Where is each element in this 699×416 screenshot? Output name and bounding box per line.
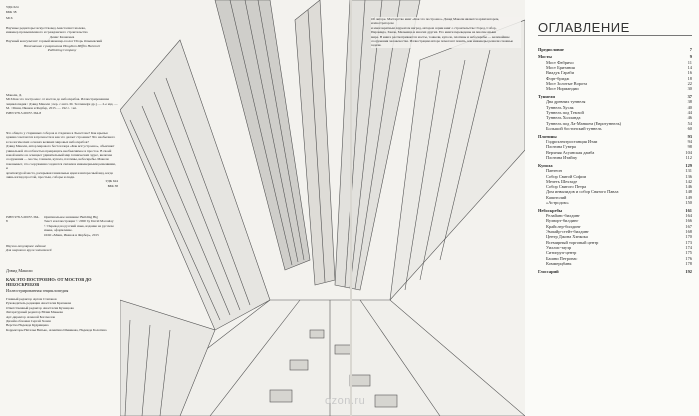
catalog-line: энциклопедия / Дэвид Маколи ; пер. с англ. М. Тесленко[и др.]. — 2-е изд. — bbox=[6, 101, 118, 106]
toc-entry-page: 176 bbox=[685, 255, 692, 261]
code-line: УДК 624 bbox=[6, 5, 19, 9]
toc-entry-label: Всемирный торговый центр bbox=[546, 239, 599, 245]
toc-entry-page: 40 bbox=[687, 104, 692, 110]
toc-entry-label: Крайслер-билдинг bbox=[546, 223, 581, 229]
toc-entry-page: 146 bbox=[685, 184, 692, 190]
skyscraper-sketch bbox=[120, 0, 525, 416]
toc-entry-page: 136 bbox=[685, 173, 692, 179]
toc-entry-label: Мосты bbox=[538, 54, 552, 60]
toc-entry-label: Мост Британия bbox=[546, 65, 575, 71]
abstract-line: Что общего у старинных соборов и стадиона в Хьюстоне? Как крылья bbox=[6, 131, 108, 135]
catalog-line: М. : Манн, Иванов и Фербер, 2015. — 192 с. : ил. bbox=[6, 106, 77, 111]
staff-line: Арт-директор Алексей Богомолов bbox=[6, 314, 56, 319]
toc-entry[interactable] bbox=[538, 86, 692, 91]
toc-entry-label: Релайанс-билдинг bbox=[546, 213, 581, 219]
toc-entry-page: 11 bbox=[687, 59, 692, 65]
toc-entry-page: 22 bbox=[687, 80, 692, 86]
toc-entry-label: Собор Святого Петра bbox=[546, 184, 587, 190]
catalog-line: М16 Как это построено: от мостов до небоскребов. Иллюстрированная bbox=[6, 97, 109, 102]
abstract-line: новой книге он освещает удивительный мир технических чудес, включая bbox=[6, 153, 112, 158]
toc-entry-label: Туннель под Темзой bbox=[546, 110, 584, 116]
isbn: ISBN 978-5-00057-364-8 bbox=[6, 215, 40, 224]
caption-line: сооружения человечества. Иллюстрации автора помогают понять, как инженеры решали сложные задачи. bbox=[371, 39, 513, 48]
toc-entry-label: Верхняя Асуанская дамба bbox=[546, 149, 595, 155]
genre-line: Научно-популярное издание bbox=[6, 244, 46, 248]
staff-line: Верстка Надежда Кудрявцева bbox=[6, 323, 49, 328]
cityscape-illustration bbox=[120, 0, 525, 416]
toc-entry-label: Ситигруп-центр bbox=[546, 250, 577, 256]
catalog-line: ISBN 978-5-00057-364-8 bbox=[6, 110, 42, 115]
toc-entry-label: Плотины bbox=[538, 133, 557, 139]
toc-entry-label: Уиллис-тауэр bbox=[546, 244, 572, 250]
toc-entry-page: 178 bbox=[685, 260, 692, 266]
toc-entry-page: 14 bbox=[687, 65, 692, 71]
toc-entry-label: Мост Фабричо bbox=[546, 59, 574, 65]
editors-block bbox=[6, 26, 118, 52]
code-line: ББК 38 bbox=[6, 10, 17, 15]
staff-line: Ответственный редактор Анастасия Кузнецова bbox=[6, 305, 74, 310]
toc-entry-page: 161 bbox=[685, 207, 692, 213]
abstract-line: здания сочетаются в прочности и как это делает строение? Что необычного bbox=[6, 135, 116, 140]
toc-entry-page: 173 bbox=[685, 239, 692, 245]
toc-entry-page: 166 bbox=[685, 218, 692, 224]
toc-entry-page: 192 bbox=[685, 268, 692, 274]
toc-list bbox=[538, 44, 692, 274]
toc-entry-label: Башни Петронас bbox=[546, 255, 578, 261]
caption-line: и многократным лауреатом наград, автором серии книг о строительстве: Город, Собор, bbox=[371, 25, 497, 30]
toc-entry-label: Мечеть Шехзаде bbox=[546, 178, 578, 184]
toc-entry-page: 30 bbox=[687, 86, 692, 92]
toc-entry-label: Гидроэлектростанция Итаи bbox=[546, 139, 598, 145]
imprint-page bbox=[0, 0, 120, 416]
toc-entry[interactable] bbox=[538, 261, 692, 266]
publisher-note: Напечатано с разрешения Houghton Mifflin Harcourt bbox=[23, 43, 101, 48]
toc-entry-page: 9 bbox=[689, 54, 692, 60]
staff-line: Дизайн обложки Сергей Хозин bbox=[6, 319, 51, 324]
abstract-block bbox=[6, 131, 118, 188]
toc-entry-label: Плотина Итайпу bbox=[546, 155, 578, 161]
staff-line: Главный редактор Артем Степанов bbox=[6, 297, 57, 301]
abstract-line: уникальной способностью превращать необъяснимое в простое. В своей bbox=[6, 148, 112, 153]
toc-entry-page: 16 bbox=[687, 70, 692, 76]
toc-entry-page: 131 bbox=[685, 168, 692, 174]
imprint-title: КАК ЭТО ПОСТРОЕНО: ОТ МОСТОВ ДО НЕБОСКРЕБОВ bbox=[6, 276, 92, 287]
toc-entry-label: Туннель под Ла-Маншем (Евротуннель) bbox=[546, 120, 622, 126]
toc-entry-page: 170 bbox=[685, 234, 692, 240]
toc-entry-page: 148 bbox=[685, 189, 692, 195]
toc-entry-label: Пантеон bbox=[546, 168, 562, 174]
toc-entry-page: 37 bbox=[687, 94, 692, 100]
toc-entry-label: Купола bbox=[538, 162, 553, 168]
genre-line: Для широкого круга читателей bbox=[6, 248, 52, 253]
toc-entry-page: 18 bbox=[687, 75, 692, 81]
caption-line: Пирамида, Замок, Мельница и многих других. Его книги переведены на многие языки bbox=[371, 30, 496, 35]
code-line: М16 bbox=[6, 15, 13, 20]
abstract-line: показывает, что сооружения создаются силами и инженерными решениями, и bbox=[6, 161, 116, 171]
toc-section-entry[interactable] bbox=[538, 269, 692, 274]
copyright-line: © Перевод на русский язык, издание на русском языке, оформление. bbox=[44, 223, 114, 233]
toc-entry-label: Мост Золотые Ворота bbox=[546, 80, 588, 86]
abstract-line: в геологических основах великих мировых небоскребов? bbox=[6, 139, 89, 144]
toc-entry-page: 174 bbox=[685, 244, 692, 250]
toc-entry-page: 60 bbox=[687, 125, 692, 131]
abstract-line: архитектурой места, раскрывая гениальные идеи и интересный вид, когда bbox=[6, 170, 113, 175]
toc-entry-page: 98 bbox=[687, 144, 692, 150]
toc-entry-label: Эмпайр-стейт-билдинг bbox=[546, 229, 590, 235]
copyright-line: ООО «Манн, Иванов и Фербер», 2015 bbox=[44, 232, 99, 237]
udk-line: УДК 624 bbox=[105, 179, 118, 184]
editors-line: Денис Казначеев bbox=[49, 34, 75, 39]
toc-entry-label: Два древних туннеля bbox=[546, 99, 586, 105]
caption-line: Об авторе. Мастерство книг «Как это построено» Дэвид Маколи является архитектором, иллюстратором bbox=[371, 17, 500, 26]
staff-line: Руководитель редакции Анастасия Крючкова bbox=[6, 301, 72, 306]
staff-line: Корректоры Наталья Витько, Алевтина Шевякова, Надежда Болотина bbox=[6, 327, 107, 332]
toc-entry-label: «Астродом» bbox=[546, 199, 569, 205]
toc-entry-label: Туннель Холланда bbox=[546, 115, 581, 121]
copyright-line: Оригинальное название: Building Big bbox=[44, 215, 98, 219]
toc-entry-page: 38 bbox=[687, 99, 692, 105]
imprint-block bbox=[6, 268, 118, 332]
watermark: ozon.ru bbox=[325, 395, 366, 407]
toc-entry-label: Дом инвалидов и собор Святого Павла bbox=[546, 189, 619, 195]
catalog-line: Маколи, Д. bbox=[6, 93, 23, 97]
toc-divider bbox=[538, 35, 692, 36]
toc-entry-label: Глоссарий bbox=[538, 268, 559, 274]
toc-entry-label: Капитолий bbox=[546, 194, 567, 200]
toc-entry-label: Собор Святой Софии bbox=[546, 173, 586, 179]
toc-entry-page: 167 bbox=[685, 223, 692, 229]
publisher-note: Publishing Company bbox=[47, 48, 77, 53]
catalog-block bbox=[6, 93, 118, 115]
caption-line: мира. В книге рассматриваются мосты, тоннели, купола, плотины и небоскребы — величайшие bbox=[371, 34, 510, 39]
book-gutter bbox=[350, 0, 352, 416]
toc-entry-page: 93 bbox=[687, 133, 692, 139]
genre-block bbox=[6, 244, 118, 253]
editors-line: инженер промышленного и гражданского строительства bbox=[6, 30, 88, 35]
toc-entry-label: Форт-бридж bbox=[546, 75, 570, 81]
toc-entry-label: Большой бостонский туннель bbox=[546, 125, 602, 131]
toc-entry-label: Мост Нормандии bbox=[546, 86, 579, 92]
toc-entry-page: 164 bbox=[685, 213, 692, 219]
editors-line: Научные редакторы: искусствовед Анастасия Смолева, bbox=[6, 26, 86, 30]
toc-entry-page: 142 bbox=[685, 178, 692, 184]
toc-entry-page: 7 bbox=[689, 46, 692, 52]
toc-entry[interactable] bbox=[538, 155, 692, 160]
editors-line: Научный консультант: горный инженер-геолог Игорь Ольшевский bbox=[6, 39, 103, 44]
toc-entry-page: 149 bbox=[685, 194, 692, 200]
toc-entry-label: Центр Джона Хэнкока bbox=[546, 234, 588, 240]
toc-entry-label: Туннели bbox=[538, 94, 555, 100]
staff-line: Литературный редактор Юлия Макеева bbox=[6, 310, 63, 315]
toc-entry-page: 46 bbox=[687, 115, 692, 121]
toc-entry-label: Коммерцбанк bbox=[546, 260, 572, 266]
toc-entry-page: 150 bbox=[685, 199, 692, 205]
toc-entry-page: 104 bbox=[685, 149, 692, 155]
toc-entry-page: 44 bbox=[687, 110, 692, 116]
udk-line: ББК 38 bbox=[107, 183, 118, 188]
toc-entry-label: Небоскребы bbox=[538, 207, 563, 213]
toc-entry-page: 112 bbox=[685, 155, 692, 161]
imprint-subtitle: Иллюстрированная энциклопедия bbox=[6, 287, 69, 293]
classification-codes bbox=[6, 5, 50, 21]
author-caption bbox=[371, 17, 521, 48]
toc-entry-page: 94 bbox=[687, 139, 692, 145]
imprint-author: Дэвид Маколи bbox=[6, 268, 33, 273]
toc-entry-label: Плотина Гувера bbox=[546, 144, 576, 150]
toc-entry-label: Предисловие bbox=[538, 46, 564, 52]
toc-section-entry[interactable] bbox=[538, 47, 692, 52]
abstract-line: Дэвид Маколи, автор мирового бестселлера «Как всё устроено», объясняет bbox=[6, 144, 115, 149]
toc-entry-page: 168 bbox=[685, 229, 692, 235]
toc-entry-label: Вулворт-билдинг bbox=[546, 218, 579, 224]
copyright-line: Текст и иллюстрации © 2000 by David Macaulay bbox=[44, 219, 114, 224]
toc-entry-label: Виадук Гараби bbox=[546, 70, 574, 76]
toc-title: ОГЛАВЛЕНИЕ bbox=[538, 20, 630, 35]
abstract-line: сооружения — мосты, тоннели, купола, плотины, небоскребы. Маколи bbox=[6, 157, 109, 162]
abstract-line: лишь взгляд простой, простым, соборы и люди. bbox=[6, 175, 75, 180]
toc-entry[interactable] bbox=[538, 126, 692, 131]
toc-entry[interactable] bbox=[538, 200, 692, 205]
toc-entry-label: Туннель Хусак bbox=[546, 104, 574, 110]
toc-entry-page: 54 bbox=[687, 120, 692, 126]
copyright-block bbox=[6, 215, 118, 237]
toc-entry-page: 175 bbox=[685, 250, 692, 256]
toc-entry-page: 129 bbox=[685, 162, 692, 168]
